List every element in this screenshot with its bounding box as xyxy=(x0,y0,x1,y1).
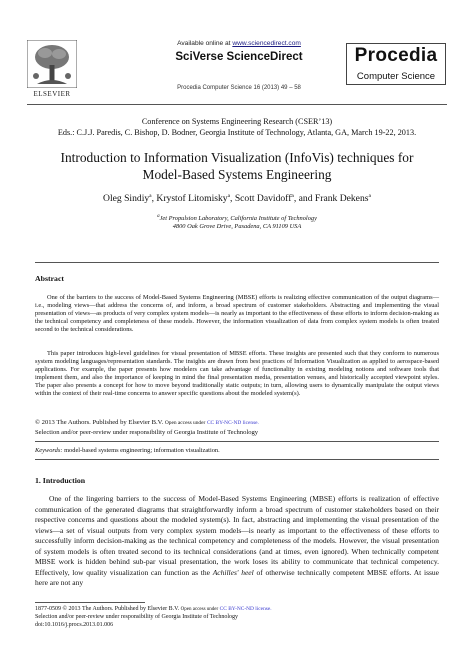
abstract-paragraph-2: This paper introduces high-level guidelines for visual presentation of MBSE efforts. These insights are presented such that they conform to numerous system modeling languages/representation standards. The insights are drawn from best practices of Information Visualization as applied to aerospace-based applications. For example, the paper presents how modelers can take advantage of functionality in existing modeling notions and software tools that implement them, and also the importance of keeping in mind the final presentation media, presentation venues, and historically accepted viewpoint styles. The paper also presents a concept for how to move beyond traditionally static outputs; in turn, allowing users to dynamically manipulate the output views within the context of their real-time concerns to answer specific questions about the modeled system(s). xyxy=(35,350,439,398)
peer-review-line: Selection and/or peer-review under responsibility of Georgia Institute of Technology xyxy=(35,429,259,436)
author-affiliation-mark: a xyxy=(368,193,371,199)
sciencedirect-link[interactable]: www.sciencedirect.com xyxy=(232,40,301,47)
footer-peer-review: Selection and/or peer-review under responsibility of Georgia Institute of Technology xyxy=(35,614,239,620)
keywords-top-divider xyxy=(35,441,439,442)
affiliation-line1 xyxy=(27,214,447,222)
footer-open-access-label: Open access under xyxy=(180,607,219,612)
author-list xyxy=(27,193,447,204)
publisher-logo-caption: ELSEVIER xyxy=(33,90,71,98)
author-name: Frank Dekens xyxy=(314,193,369,205)
introduction-italic-phrase: Achilles' heel xyxy=(212,567,254,577)
procedia-logo-subtitle: Computer Science xyxy=(356,71,436,82)
paper-title-line1: Introduction to Information Visualization (InfoVis) techniques for xyxy=(60,150,414,165)
sciverse-logo-text: SciVerse ScienceDirect xyxy=(175,51,303,63)
open-access-label: Open access under xyxy=(164,420,206,426)
author-affiliation-mark: a xyxy=(291,193,294,199)
procedia-logo xyxy=(346,43,446,85)
author-separator: , xyxy=(151,193,157,205)
keywords-label: Keywords: xyxy=(35,447,63,454)
author-name: Scott Davidoff xyxy=(234,193,292,205)
footer-doi[interactable]: doi:10.1016/j.procs.2013.01.006 xyxy=(35,622,114,628)
abstract-top-divider xyxy=(35,262,439,263)
keywords-text: model-based systems engineering; information visualization. xyxy=(64,447,220,454)
conference-name: Conference on Systems Engineering Research (CSER’13) xyxy=(141,117,333,126)
paper-title xyxy=(27,149,447,183)
footer-issn-text: 1877-0509 © 2013 The Authors. Published by Elsevier B.V. xyxy=(35,606,180,612)
abstract-paragraph-1: One of the barriers to the success of Model-Based Systems Engineering (MBSE) efforts is realizing effective communication of the output diagrams—i.e., modeling views—that address the concerns of, and inform, a broad spectrum of customer stakeholders. Abstracting and implementing the visual presentation of views—as products of very complex system models—is nearly as important to the effectiveness of these efforts to inform decision-making as the technical competency and completeness of these models. However, the information visualization of data from complex system models is often treated second to the technical considerations. xyxy=(35,294,439,334)
keywords-bottom-divider xyxy=(35,459,439,460)
author-separator: , and xyxy=(293,193,315,205)
paper-title-line2: Model-Based Systems Engineering xyxy=(142,167,332,182)
affiliation-address: 4800 Oak Grove Drive, Pasadena, CA 91109 USA xyxy=(172,223,302,230)
author-affiliation-mark: a xyxy=(227,193,231,199)
header-divider xyxy=(27,104,447,105)
procedia-logo-title: Procedia xyxy=(354,45,438,66)
copyright-line1 xyxy=(35,418,439,428)
affiliation-institution: Jet Propulsion Laboratory, California Institute of Technology xyxy=(159,215,317,223)
introduction-text: One of the lingering barriers to the success of Model-Based Systems Engineering (MBSE) efforts is realization of effective communication of the generated diagrams that straightforwardly inform a broad spectrum of customer stakeholders based on their respective concerns and questions about the modeled system(s). In fact, abstracting and implementing the visual presentation of the views—a set of visual outputs from very complex system models—is nearly as important to the effectiveness of these efforts to successfully inform decision-making as the technical competency and completeness of the models. However, the visual presentation of system models is often treated second to its technical considerations (and at times, even ignored). When technically competent MBSE work is hidden behind sub-par visual presentation, the work loses its ability to communicate that technical competency. Effectively, low quality visualization can function as the xyxy=(35,494,439,577)
keywords-line xyxy=(35,447,439,454)
introduction-paragraph xyxy=(35,494,439,589)
author-name: Oleg Sindiy xyxy=(103,193,150,205)
elsevier-tree-logo xyxy=(27,40,77,88)
introduction-heading: 1. Introduction xyxy=(35,476,86,485)
available-online-prefix: Available online at xyxy=(177,40,231,47)
journal-reference: Procedia Computer Science 16 (2013) 49 – 58 xyxy=(177,85,301,91)
cc-license-link[interactable]: CC BY-NC-ND license. xyxy=(206,420,259,426)
footer-divider xyxy=(35,602,145,603)
conference-editors: Eds.: C.J.J. Paredis, C. Bishop, D. Bodner, Georgia Institute of Technology, Atlanta, GA, March 19-22, 2013. xyxy=(57,128,417,137)
author-name: Krystof Litomisky xyxy=(156,193,228,205)
affiliation-mark: a xyxy=(157,214,160,219)
introduction-text-continued: of otherwise technically competent MBSE efforts. At issue here are not any xyxy=(35,567,440,588)
copyright-text: © 2013 The Authors. Published by Elsevier B.V. xyxy=(35,419,164,426)
available-online-line xyxy=(139,40,339,47)
abstract-heading: Abstract xyxy=(35,274,65,283)
author-separator: , xyxy=(230,193,235,205)
copyright-block xyxy=(35,418,439,437)
footer-cc-license-link[interactable]: CC BY-NC-ND license. xyxy=(219,606,272,612)
author-affiliation-mark: a xyxy=(149,193,152,199)
